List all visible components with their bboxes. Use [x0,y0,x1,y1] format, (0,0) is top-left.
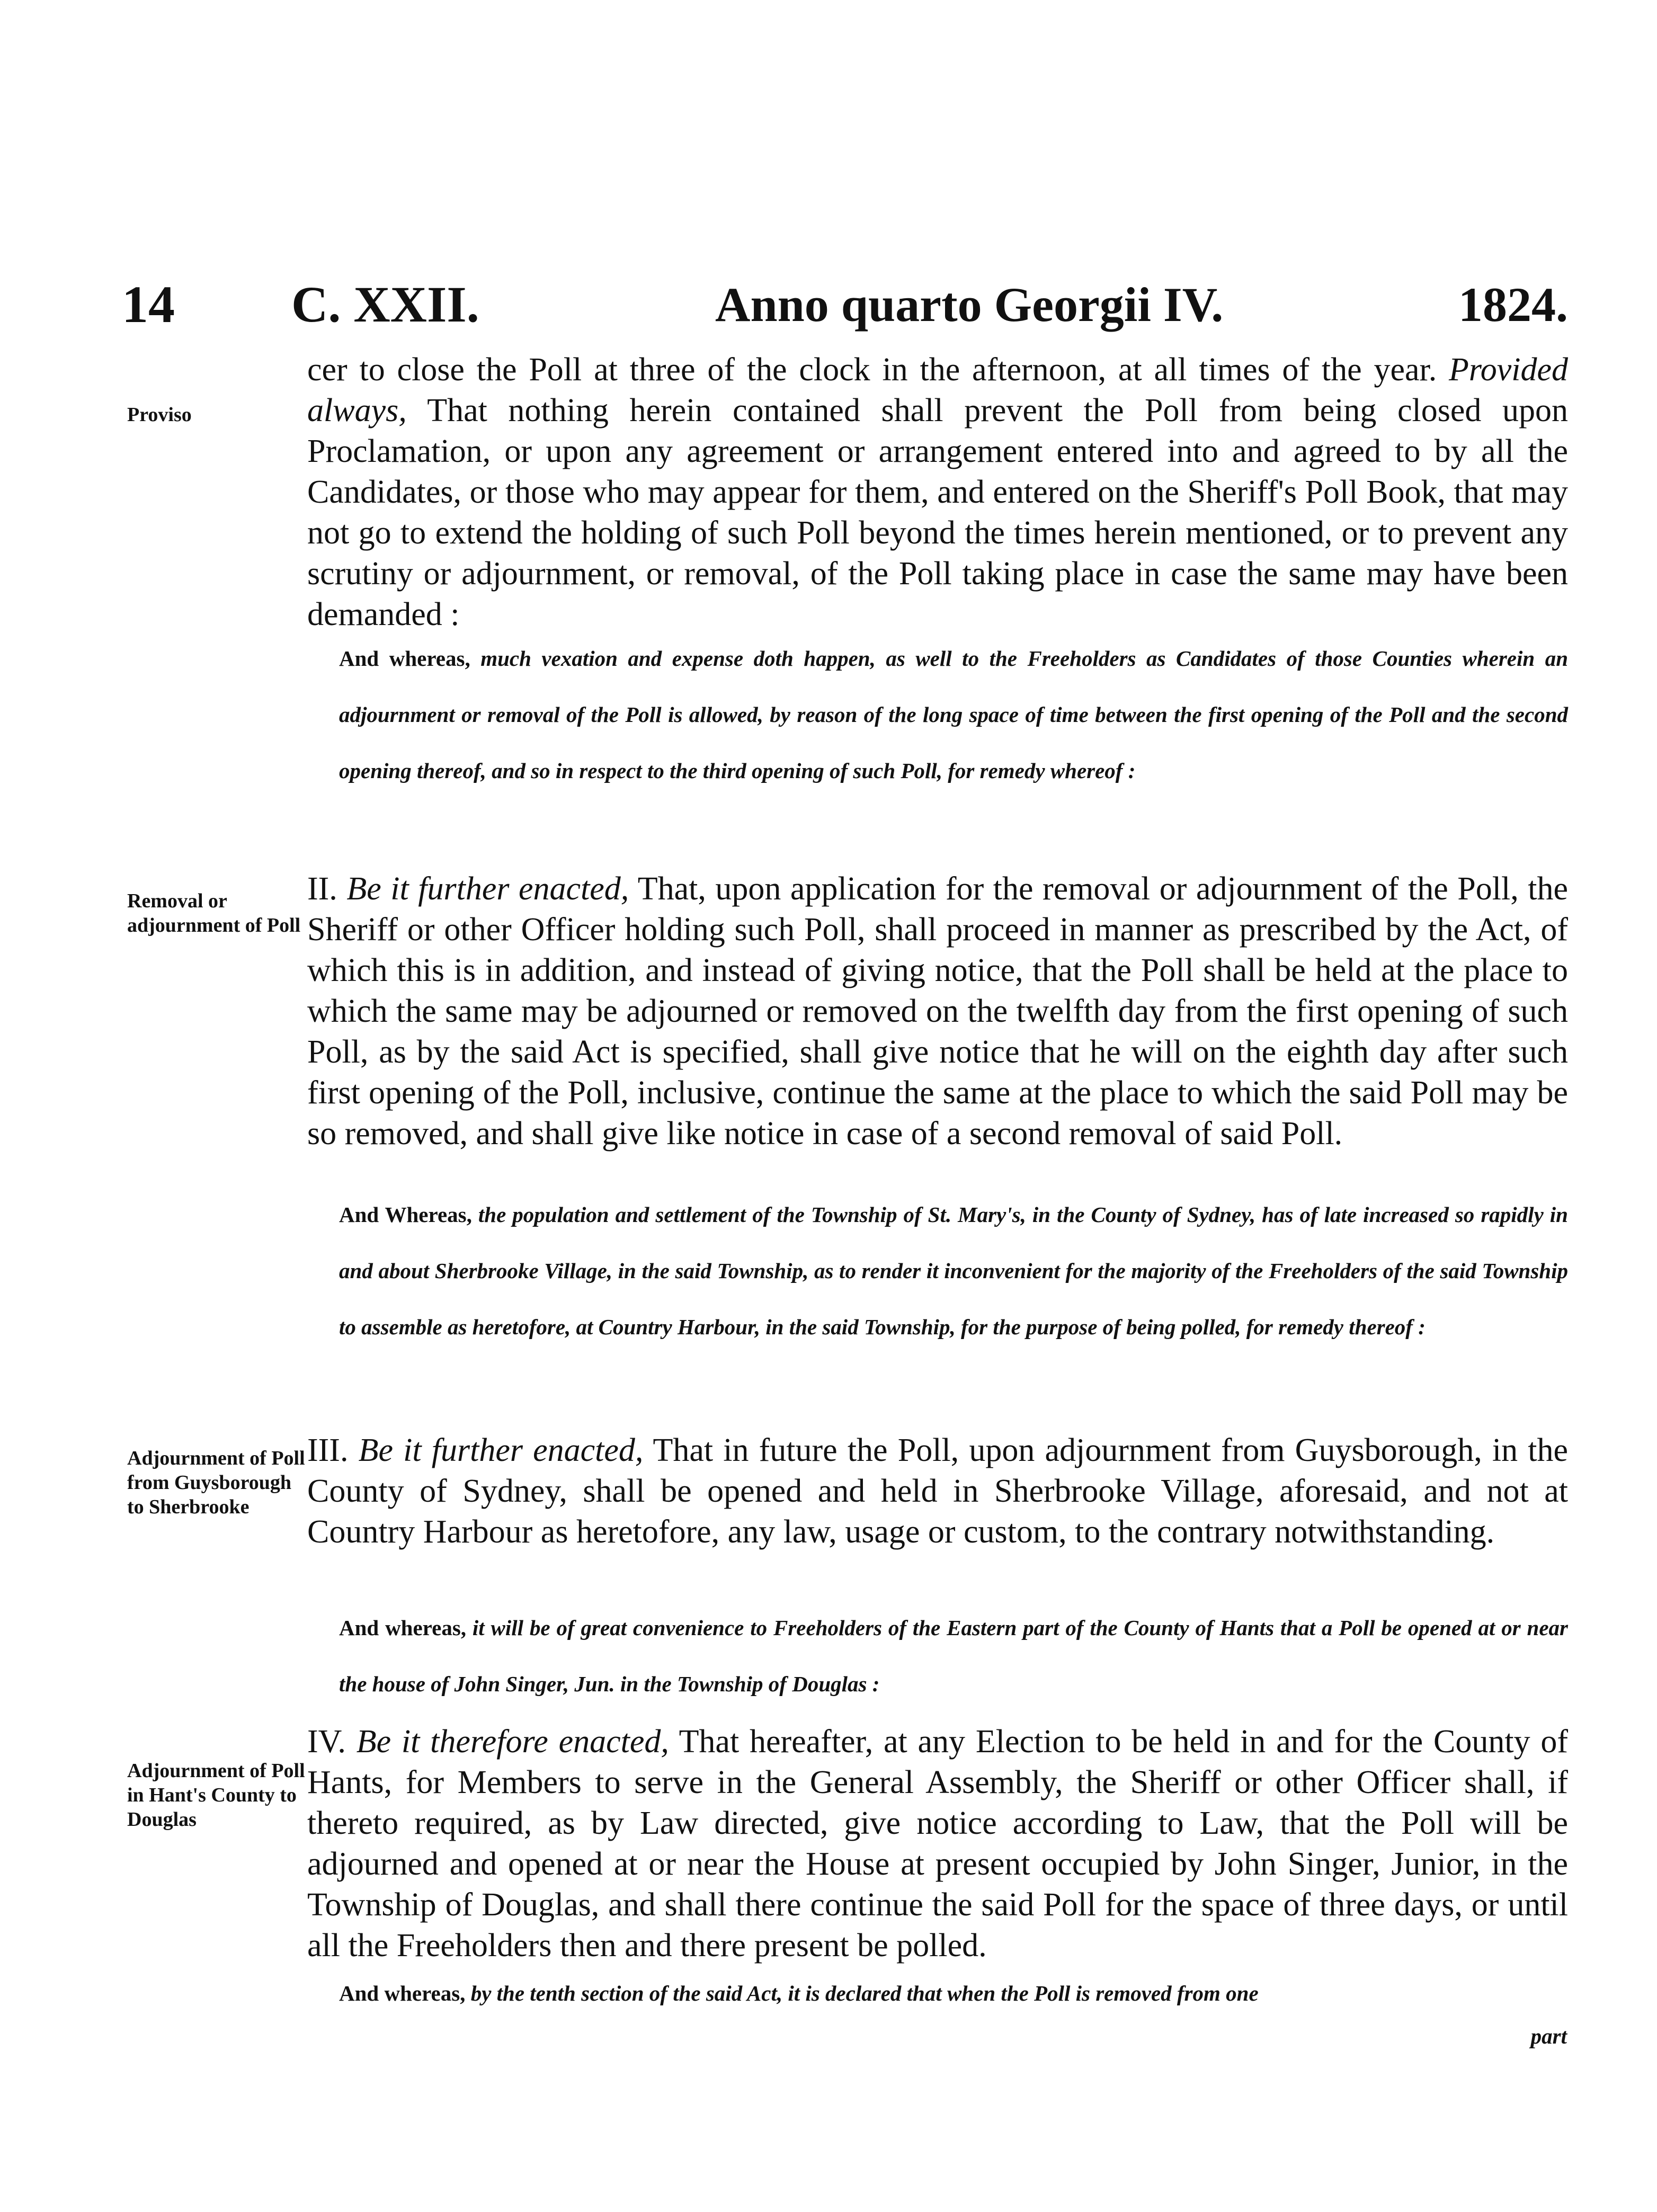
preamble-4 [339,1600,1568,1712]
running-header [122,275,1568,339]
year: 1824. [1458,278,1568,332]
preamble-3-text: the population and settlement of the Township of St. Mary's, in the County of Sydney, has of late increased so rapidly in and about Sherbrooke Village, in the said Township, as to render it inconvenient for the majority of the Freeholders of the said Township to assemble as heretofore, at Country Harbour, in the said Township, for the purpose of being polled, for remedy thereof : [339,1202,1568,1339]
catchword: part [1530,2024,1567,2048]
chapter-number: C. XXII. [291,276,479,333]
section-4-text: That hereafter, at any Election to be held in and for the County of Hants, for Members to serve in the General Assembly, the Sheriff or other Officer shall, if thereto required, as by Law directed, give notice according to Law, that the Poll will be adjourned and opened at or near the House at present occupied by John Singer, Junior, in the Township of Douglas, and shall there continue the said Poll for the space of three days, or until all the Freeholders then and there present be polled. [307,1724,1569,1964]
section-2-text: That, upon application for the removal or adjournment of the Poll, the Sheriff or other Officer holding such Poll, shall proceed in manner as prescribed by the Act, of which this is in addition, and instead of giving notice, that the Poll shall be held at the place to which the same may be adjourned or removed on the twelfth day from the first opening of such Poll, as by the said Act is specified, shall give notice that he will on the eighth day after such first opening of the Poll, inclusive, continue the same at the place to which the said Poll may be so removed, and shall give like notice in case of a second removal of said Poll. [307,871,1568,1152]
section-4-paragraph [307,1722,1568,1966]
section-2-lead: Be it further enacted, [346,871,629,907]
preamble-3 [339,1187,1568,1355]
section-3-paragraph [307,1430,1568,1553]
margin-note-proviso: Proviso [127,404,192,426]
page-number: 14 [122,275,175,334]
section-3-lead: Be it further enacted, [358,1432,644,1468]
proviso-intro: cer to close the Poll at three of the clock in the afternoon, at all times of the year. [307,352,1437,388]
proviso-lead: Provided always, [307,352,1569,429]
running-title: Anno quarto Georgii IV. [715,278,1224,332]
preamble-4-lead: And whereas, [339,1616,467,1640]
preamble-5 [339,1965,1568,2021]
proviso-text: That nothing herein contained shall prevent the Poll from being closed upon Proclamation, or upon any agreement or arrangement entered into and agreed to by all the Candidates, or those who may appear for them, and entered on the Sheriff's Poll Book, that may not go to extend the holding of such Poll beyond the times herein mentioned, or to prevent any scrutiny or adjournment, or removal, of the Poll taking place in case the same may have been demanded : [307,393,1568,632]
preamble-5-lead: And whereas, [339,1981,466,2005]
proviso-paragraph [307,350,1568,635]
preamble-2-text: much vexation and expense doth happen, as well to the Freeholders as Candidates of those Counties wherein an adjournment or removal of the Poll is allowed, by reason of the long space of time between the first opening of the Poll and the second opening thereof, and so in respect to the third opening of such Poll, for remedy whereof : [339,646,1569,783]
margin-note-section-2: Removal or adjournment of Poll [127,890,301,936]
preamble-4-text: it will be of great convenience to Freeholders of the Eastern part of the County of Hants that a Poll be opened at or near the house of John Singer, Jun. in the Township of Douglas : [339,1616,1569,1696]
margin-note-section-3: Adjournment of Poll from Guysborough to Sherbrooke [127,1447,305,1518]
preamble-3-lead: And Whereas, [339,1202,472,1227]
preamble-2-lead: And whereas, [339,646,470,671]
preamble-5-text: by the tenth section of the said Act, it is declared that when the Poll is removed from one [470,1981,1259,2005]
preamble-2 [339,630,1568,799]
section-2-number: II. [307,871,337,907]
section-3-text: That in future the Poll, upon adjournment from Guysborough, in the County of Sydney, shall be opened and held in Sherbrooke Village, aforesaid, and not at Country Harbour as heretofore, any law, usage or custom, to the contrary notwithstanding. [307,1432,1568,1550]
margin-note-section-4: Adjournment of Poll in Hant's County to Douglas [127,1760,305,1831]
section-4-number: IV. [307,1724,346,1760]
section-2-paragraph [307,869,1568,1154]
section-4-lead: Be it therefore enacted, [356,1724,669,1760]
section-3-number: III. [307,1432,349,1468]
